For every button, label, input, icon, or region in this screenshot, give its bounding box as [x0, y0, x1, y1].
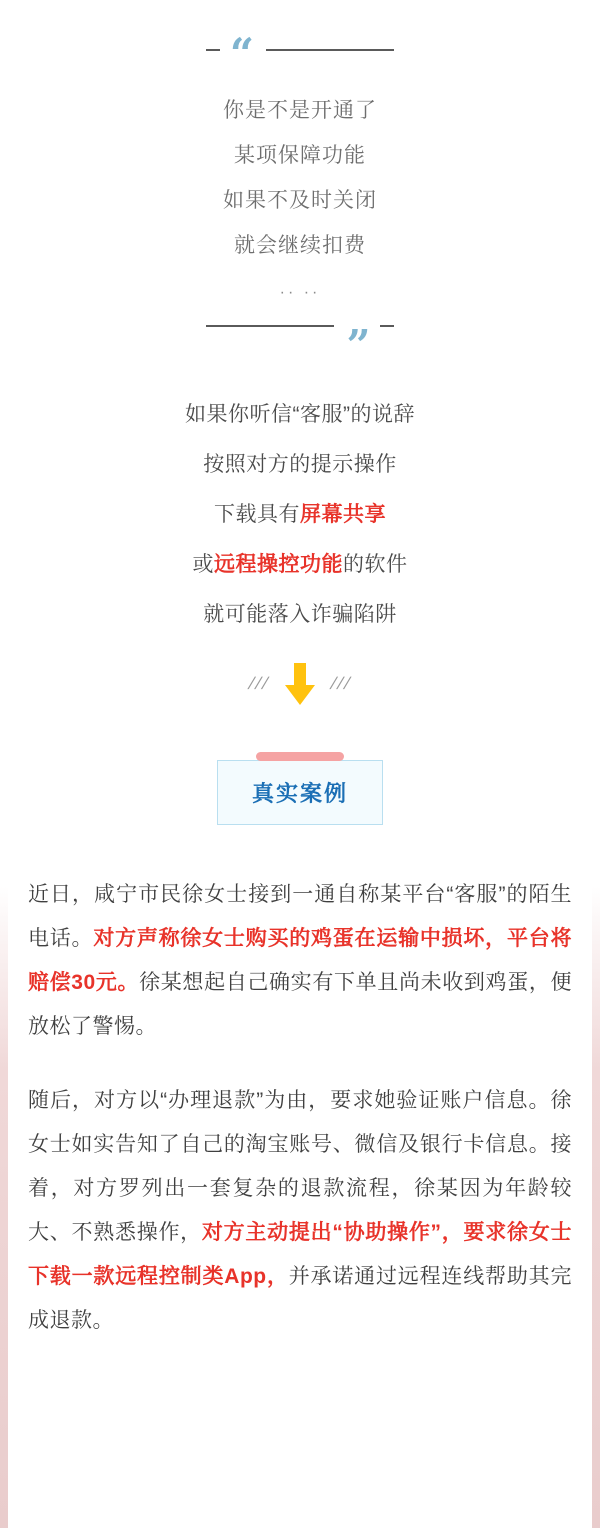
intro-line-3-prefix: 下载具有	[214, 503, 300, 526]
dash-short-icon	[206, 49, 220, 51]
quote-section	[0, 0, 600, 349]
badge-bar-icon	[256, 752, 344, 761]
dash-short-icon	[380, 325, 394, 327]
quote-open-icon: “	[229, 29, 257, 78]
p1-seg2-highlight: 对方声称徐女士购买的鸡蛋在运输中损坏，平台将赔偿30元。	[28, 927, 572, 994]
quote-line-2: 某项保障功能	[234, 144, 366, 167]
intro-line-4	[0, 540, 600, 590]
speedlines-right-icon: ///	[328, 674, 355, 693]
p1-seg3: 徐某想起自己确实有下单且尚未收到鸡蛋，便放松了警惕。	[28, 971, 573, 1038]
badge-wrap	[0, 710, 600, 825]
intro-line-5: 就可能落入诈骗陷阱	[203, 603, 397, 626]
article-body	[0, 825, 600, 1343]
quote-top-rule	[0, 29, 600, 78]
dash-long-icon	[206, 325, 334, 327]
p2-seg3: 并承诺通过远程连线帮助其完成退款。	[28, 1265, 572, 1332]
p2-seg2-highlight: 对方主动提出“协助操作”，要求徐女士下载一款远程控制类App，	[28, 1221, 573, 1288]
quote-lines	[0, 70, 600, 268]
quote-close-icon: “	[343, 300, 371, 349]
quote-ellipsis: ·· ··	[279, 284, 321, 301]
p2-seg1: 随后，对方以“办理退款”为由，要求她验证账户信息。徐女士如实告知了自己的淘宝账号、微信及银行卡信息。接着，对方罗列出一套复杂的退款流程，徐某因为年龄较大、不熟悉操作，	[28, 1089, 572, 1244]
intro-section	[0, 346, 600, 640]
intro-line-4-suffix: 的软件	[343, 553, 408, 576]
dash-long-icon	[266, 49, 394, 51]
speedlines-left-icon: ///	[245, 674, 273, 693]
intro-line-1: 如果你听信“客服”的说辞	[185, 403, 415, 426]
down-arrow-icon	[285, 663, 315, 705]
article-paragraph-1	[28, 873, 572, 1049]
badge-label: 真实案例	[251, 781, 348, 806]
status-badge	[217, 760, 383, 825]
article-paragraph-2	[28, 1079, 572, 1343]
intro-line-2: 按照对方的提示操作	[203, 453, 397, 476]
quote-line-1: 你是不是开通了	[223, 99, 377, 122]
intro-line-4-highlight: 远程操控功能	[214, 553, 343, 576]
p1-seg1: 近日，咸宁市民徐女士接到一通自称某平台“客服”的陌生电话。	[28, 883, 572, 950]
intro-line-4-prefix: 或	[192, 553, 214, 576]
down-arrow-row	[0, 640, 600, 710]
quote-line-3: 如果不及时关闭	[223, 189, 377, 212]
quote-bottom-rule	[0, 300, 600, 349]
quote-line-4: 就会继续扣费	[234, 234, 366, 257]
intro-line-3	[0, 490, 600, 540]
intro-line-3-highlight: 屏幕共享	[300, 503, 386, 526]
